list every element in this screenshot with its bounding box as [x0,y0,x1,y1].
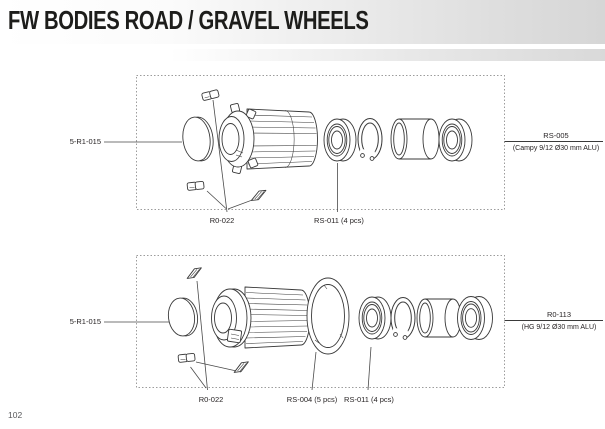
assembly-desc-campy: (Campy 9/12 Ø30 mm ALU) [512,144,600,152]
part-label-bearing-hg: RS-011 (4 pcs) [344,394,394,404]
part-label-seal-campy: 5-R1-015 [69,137,101,146]
pawl [251,190,267,200]
bearing [458,297,493,340]
spacer-tube [391,119,439,159]
circlip [358,119,382,164]
pawl [187,181,204,190]
part-label-washer-hg: RS-004 (5 pcs) [286,394,338,404]
freehub-body-campy [219,103,318,174]
pawl [186,268,203,279]
bearing [324,119,356,161]
assembly-desc-hg: (HG 9/12 Ø30 mm ALU) [521,323,597,331]
pawl-spring [178,353,195,362]
assembly-code-hg: R0-113 [546,310,572,319]
assembly-code-campy: RS-005 [543,131,569,140]
spline-washer [307,278,349,354]
bearing [359,297,391,339]
freehub-body-hg [212,287,311,348]
part-label-seal-hg: 5-R1-015 [69,317,101,326]
bearing [439,119,472,161]
page-number: 102 [8,410,23,420]
circlip [391,298,415,343]
page-title: FW BODIES ROAD / GRAVEL WHEELS [8,5,369,35]
seal-cap [166,297,199,338]
part-label-bearing-campy: RS-011 (4 pcs) [314,216,364,225]
seal-cap [180,116,215,163]
part-label-pawl-kit-campy: R0-022 [209,216,235,225]
part-label-pawl-kit-hg: R0-022 [198,394,224,404]
pawl [233,362,250,373]
diagram-hg [166,268,492,373]
spacer-tube [417,299,461,337]
diagram-campy [180,90,472,201]
label-rules [505,142,604,321]
pawl-spring [202,90,220,101]
